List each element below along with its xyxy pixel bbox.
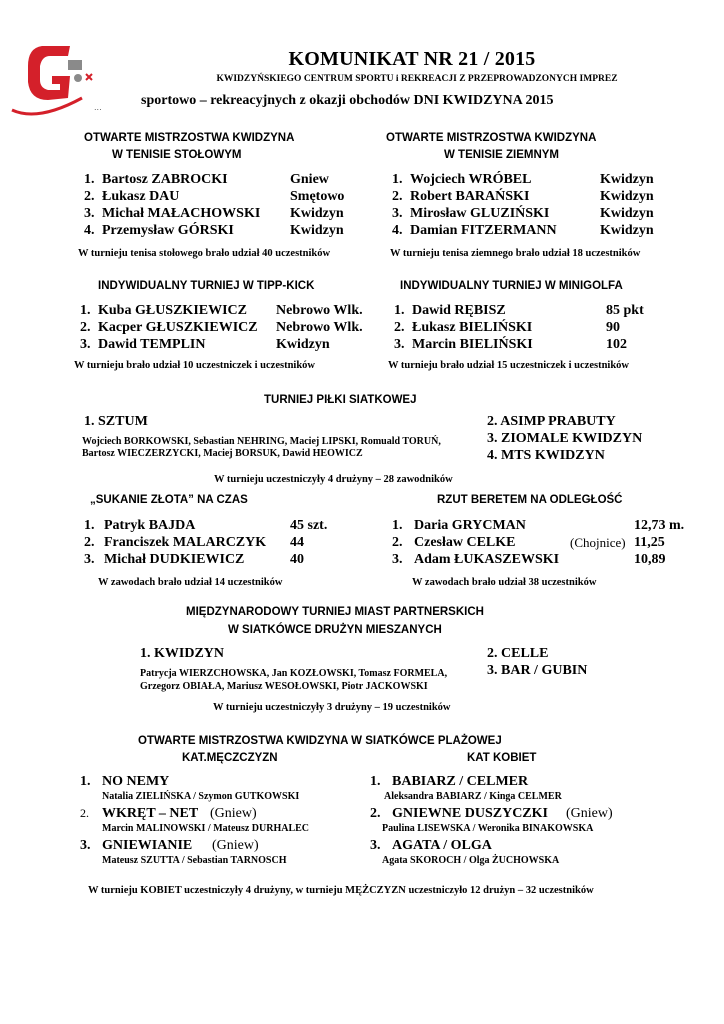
svg-text:...: ... <box>94 103 102 112</box>
mixed-winner: 1. KWIDZYN <box>140 646 225 661</box>
tennis-note: W turnieju tenisa ziemnego brało udział 18 uczestników <box>390 248 641 259</box>
table-tennis-heading-2: W TENISIE STOŁOWYM <box>112 149 242 161</box>
beach-players: Agata SKOROCH / Olga ŻUCHOWSKA <box>382 855 560 866</box>
volleyball-note: W turnieju uczestniczyły 4 drużyny – 28 zawodników <box>214 474 453 485</box>
beret-heading: RZUT BERETEM NA ODLEGŁOŚĆ <box>437 494 623 506</box>
beach-players: Aleksandra BABIARZ / Kinga CELMER <box>384 791 562 802</box>
logo-swoosh <box>12 98 82 114</box>
mixed-heading-2: W SIATKÓWCE DRUŻYN MIESZANYCH <box>228 624 442 636</box>
beach-players: Paulina LISEWSKA / Weronika BINAKOWSKA <box>382 823 594 834</box>
list-item: 2. ASIMP PRABUTY <box>487 414 616 429</box>
list-item: 3. ZIOMALE KWIDZYN <box>487 431 643 446</box>
beach-players: Marcin MALINOWSKI / Mateusz DURHALEC <box>102 823 310 834</box>
tippkick-heading: INDYWIDUALNY TURNIEJ W TIPP-KICK <box>98 280 315 292</box>
list-item: 2. CELLE <box>487 646 549 661</box>
tippkick-note: W turnieju brało udział 10 uczestniczek i uczestników <box>74 360 316 371</box>
list-item: 3. BAR / GUBIN <box>487 663 588 678</box>
beach-heading: OTWARTE MISTRZOSTWA KWIDZYNA W SIATKÓWCE PLAŻOWEJ <box>138 735 502 747</box>
tennis-heading: OTWARTE MISTRZOSTWA KWIDZYNA <box>386 132 597 144</box>
beret-note: W zawodach brało udział 38 uczestników <box>412 577 597 588</box>
beach-cat-men: KAT.MĘCZCZYZN <box>182 752 278 764</box>
mixed-players-1: Patrycja WIERZCHOWSKA, Jan KOZŁOWSKI, Tomasz FORMELA, <box>140 668 448 679</box>
subtitle-line2: sportowo – rekreacyjnych z okazji obchodów DNI KWIDZYNA 2015 <box>141 93 554 108</box>
sukanie-heading: „SUKANIE ZŁOTA” NA CZAS <box>90 494 248 506</box>
mixed-note: W turnieju uczestniczyły 3 drużyny – 19 uczestników <box>213 702 451 713</box>
mixed-players-2: Grzegorz OBIAŁA, Mariusz WESOŁOWSKI, Piotr JACKOWSKI <box>140 681 428 692</box>
beach-players: Natalia ZIELIŃSKA / Szymon GUTKOWSKI <box>102 791 300 802</box>
beach-note: W turnieju KOBIET uczestniczyły 4 drużyny, w turnieju MĘŻCZYZN uczestniczyło 12 drużyn – 32 uczestników <box>88 885 594 896</box>
table-tennis-heading: OTWARTE MISTRZOSTWA KWIDZYNA <box>84 132 295 144</box>
list-item: 4. MTS KWIDZYN <box>487 448 605 463</box>
page-title: KOMUNIKAT NR 21 / 2015 <box>288 48 536 70</box>
volleyball-heading: TURNIEJ PIŁKI SIATKOWEJ <box>264 394 417 406</box>
tennis-heading-2: W TENISIE ZIEMNYM <box>444 149 559 161</box>
mixed-heading: MIĘDZYNARODOWY TURNIEJ MIAST PARTNERSKICH <box>186 606 484 618</box>
beach-cat-women: KAT KOBIET <box>467 752 537 764</box>
table-tennis-note: W turnieju tenisa stołowego brało udział 40 uczestników <box>78 248 331 259</box>
volleyball-players-2: Bartosz WIECZERZYCKI, Maciej BORSUK, Dawid HEOWICZ <box>82 448 363 459</box>
subtitle-line1: KWIDZYŃSKIEGO CENTRUM SPORTU i REKREACJI Z PRZEPROWADZONYCH IMPREZ <box>216 74 618 84</box>
minigolf-note: W turnieju brało udział 15 uczestniczek i uczestników <box>388 360 630 371</box>
volleyball-winner: 1. SZTUM <box>84 414 148 429</box>
volleyball-players-1: Wojciech BORKOWSKI, Sebastian NEHRING, Maciej LIPSKI, Romuald TORUŃ, <box>82 436 441 447</box>
sukanie-note: W zawodach brało udział 14 uczestników <box>98 577 283 588</box>
minigolf-heading: INDYWIDUALNY TURNIEJ W MINIGOLFA <box>400 280 623 292</box>
beach-players: Mateusz SZUTTA / Sebastian TARNOSCH <box>102 855 287 866</box>
